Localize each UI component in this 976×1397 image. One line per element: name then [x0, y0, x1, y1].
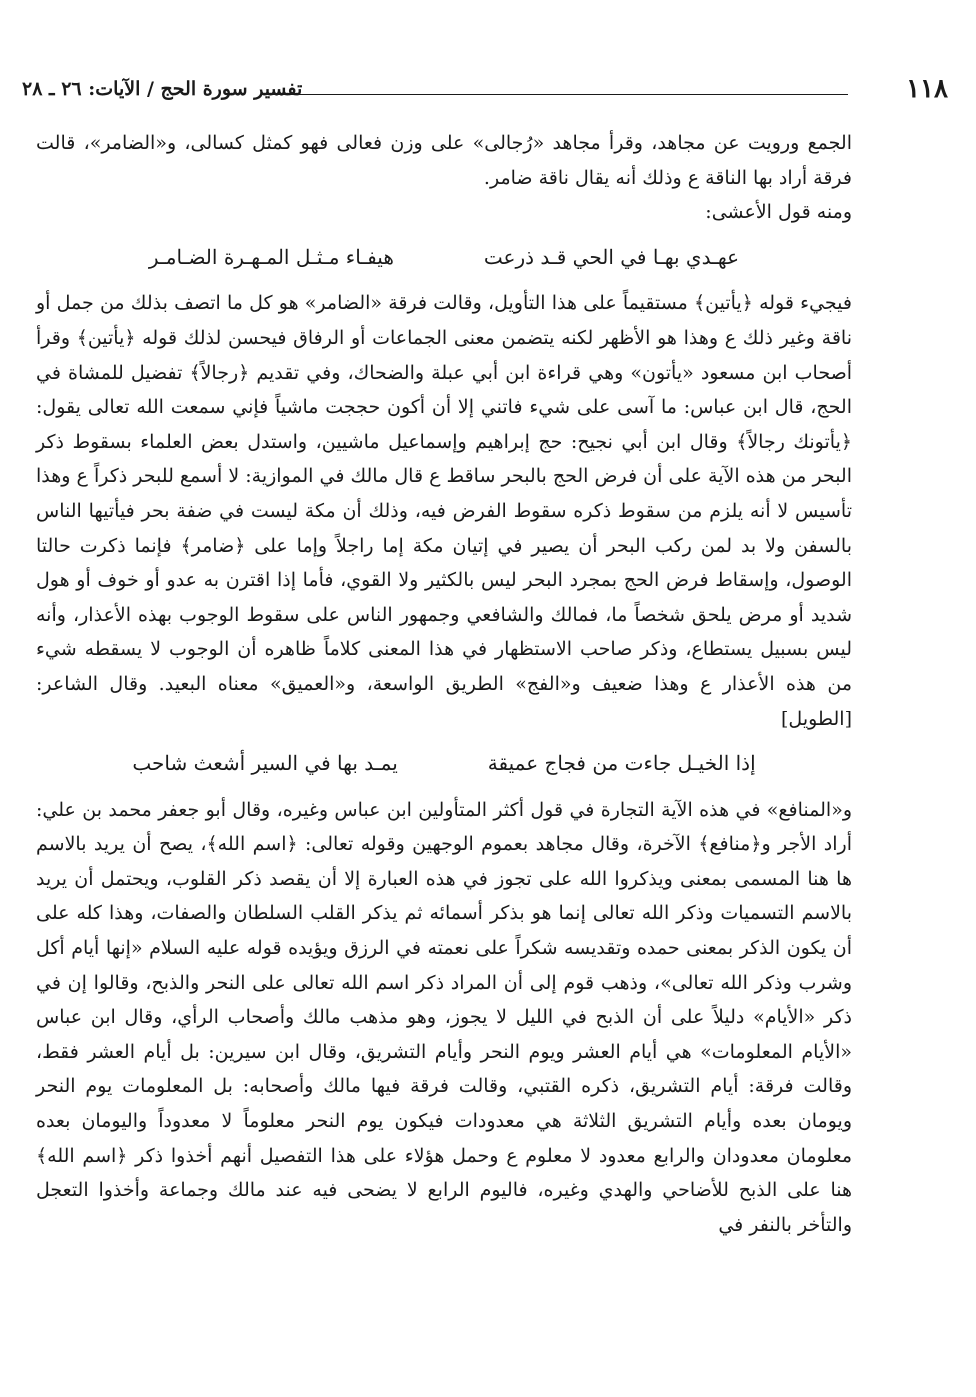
verse-2-first-hemistich: إذا الخيـل جاءت من فجاج عميقة	[487, 751, 756, 776]
poetry-verse-2	[36, 746, 852, 781]
paragraph-2: فيجيء قوله ﴿يأتين﴾ مستقيماً على هذا التأويل، وقالت فرقة «الضامر» هو كل ما اتصف بذلك من جمل أو ناقة وغير ذلك ع وهذا هو الأظهر لكنه يتضمن معنى الجماعات أو الرفاق فيحسن لذلك قوله ﴿يأتين﴾ وقرأ أصحاب ابن مسعود «يأتون» وهي قراءة ابن أبي عبلة والضحاك، وفي تقديم ﴿رجالاً﴾ تفضيل للمشاة في الحج، قال ابن عباس: ما آسى على شيء فاتني إلا أن أكون حججت ماشياً فإني سمعت الله تعالى يقول: ﴿يأتونك رجالاً﴾ وقال ابن أبي نجيح: حج إبراهيم وإسماعيل ماشيين، واستدل بعض العلماء بسقوط ذكر البحر من هذه الآية على أن فرض الحج بالبحر ساقط ع قال مالك في الموازية: لا أسمع للبحر ذكراً ع وهذا تأسيس لا أنه يلزم من سقوط ذكره سقوط الفرض فيه، وذلك أن مكة ليست في ضفة بحر فيأتيها الناس بالسفن ولا بد لمن ركب البحر أن يصير في إتيان مكة إما راجلاً وإما على ﴿ضامر﴾ فإنما ذكرت حالتا الوصول، وإسقاط فرض الحج بمجرد البحر ليس بالكثير ولا القوي، فأما إذا اقترن به عدو أو خوف أو هول شديد أو مرض يلحق شخصاً ما، فمالك والشافعي وجمهور الناس على سقوط الوجوب بهذه الأعذار، وأنه ليس بسبيل يستطاع، وذكر صاحب الاستظهار في هذا المعنى كلاماً ظاهره أن الوجوب لا يسقطه شيء من هذه الأعذار ع وهذا ضعيف و«الفج» الطريق الواسعة، و«العميق» معناه البعيد. وقال الشاعر: [الطويل]	[36, 292, 852, 730]
header-rule	[267, 94, 848, 95]
verse-intro: ومنه قول الأعشى:	[705, 201, 852, 224]
poetry-verse-1	[36, 240, 852, 275]
paragraph-1: الجمع ورويت عن مجاهد، وقرأ مجاهد «رُجالى» على وزن فعالى فهو كمثل كسالى، و«الضامر»، قالت فرقة أراد بها الناقة ع وذلك أنه يقال ناقة ضامر.	[36, 132, 852, 189]
body-text	[36, 126, 852, 1242]
page-header	[22, 74, 948, 114]
verse-1-first-hemistich: عهـدي بهـا في الحي قـد ذرعت	[483, 244, 740, 269]
paragraph-3: و«المنافع» في هذه الآية التجارة في قول أكثر المتأولين ابن عباس وغيره، وقال أبو جعفر محمد بن علي: أراد الأجر و﴿منافع﴾ الآخرة، وقال مجاهد بعموم الوجهين وقوله تعالى: ﴿اسم الله﴾، يصح أن يريد بالاسم ها هنا المسمى بمعنى ويذكروا الله على تجوز في هذه العبارة إلا أن يقصد ذكر القلوب، ويحتمل أن يريد بالاسم التسميات وذكر الله تعالى إنما هو بذكر أسمائه ثم يذكر القلب السلطان والصفات، وهذا كله على أن يكون الذكر بمعنى حمده وتقديسه شكراً على نعمته في الرزق ويؤيده قوله عليه السلام «إنها أيام أكل وشرب وذكر الله تعالى»، وذهب قوم إلى أن المراد ذكر اسم الله تعالى على النحر والذبح، وقالوا إن في ذكر «الأيام» دليلاً على أن الذبح في الليل لا يجوز، وهو مذهب مالك وأصحاب الرأي، وقال ابن عباس «الأيام المعلومات» هي أيام العشر ويوم النحر وأيام التشريق، وقال ابن سيرين: بل أيام العشر فقط، وقالت فرقة: أيام التشريق، ذكره القتبي، وقالت فرقة فيها مالك وأصحابه: بل المعلومات يوم النحر ويومان بعده وأيام التشريق الثلاثة هي معدودات فيكون يوم النحر معلوماً لا معدوداً واليومان بعده معلومان معدودان والرابع معدود لا معلوم ع وحمل هؤلاء على هذا التفصيل أنهم أخذوا ذكر ﴿اسم الله﴾ هنا على الذبح للأضاحي والهدي وغيره، فاليوم الرابع لا يضحى فيه عند مالك وجماعة وأخذوا التعجل والتأخر بالنفر في	[36, 798, 852, 1236]
page-number: ١١٨	[906, 74, 948, 104]
running-title: تفسير سورة الحج / الآيات: ٢٦ ـ ٢٨	[22, 78, 303, 100]
verse-2-second-hemistich: يمـد بها في السير أشعث شاحب	[132, 751, 398, 776]
verse-1-second-hemistich: هيفـاء مـثـل المـهـرة الضـامـر	[148, 244, 394, 269]
